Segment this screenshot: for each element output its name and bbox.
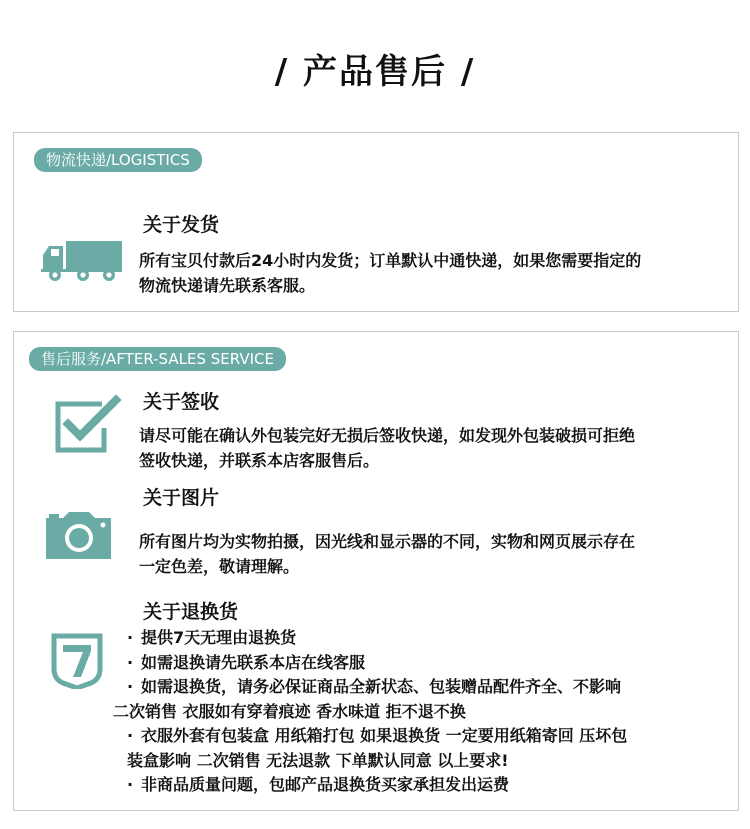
- after-sales-section: [13, 331, 739, 811]
- bullet-dot: ·: [127, 628, 134, 647]
- returns-item-text: 如需退换货，请务必保证商品全新状态、包装赠品配件齐全、不影响: [141, 677, 622, 696]
- returns-item-text-continued: 二次销售 衣服如有穿着痕迹 香水味道 拒不退不换: [113, 701, 466, 721]
- signing-heading: 关于签收: [143, 391, 220, 413]
- returns-list-item: [127, 626, 697, 651]
- returns-list-item: [127, 651, 697, 676]
- truck-icon: [41, 239, 123, 283]
- returns-item-text: 如需退换请先联系本店在线客服: [141, 652, 366, 672]
- shipping-text-line-2: 物流快递请先联系客服。: [139, 276, 316, 295]
- returns-heading: 关于退换货: [143, 601, 239, 623]
- signing-text-line-1: 请尽可能在确认外包装完好无损后签收快递，如发现外包装破损可拒绝: [139, 426, 636, 445]
- returns-item-text: 非商品质量问题，包邮产品退换货买家承担发出运费: [141, 775, 510, 794]
- signing-text: [139, 423, 729, 473]
- shipping-text-line-1: 所有宝贝付款后24小时内发货；订单默认中通快递，如果您需要指定的: [139, 251, 642, 270]
- bullet-dot: ·: [127, 677, 134, 696]
- returns-item-text-continued: 装盒影响 二次销售 无法退款 下单默认同意 以上要求!: [127, 750, 509, 770]
- signing-text-line-2: 签收快递，并联系本店客服售后。: [139, 451, 380, 470]
- pictures-text-line-1: 所有图片均为实物拍摄，因光线和显示器的不同，实物和网页展示存在: [139, 532, 636, 551]
- shipping-heading: 关于发货: [143, 214, 220, 236]
- checkbox-check-icon: [52, 394, 124, 454]
- bullet-dot: ·: [127, 775, 134, 794]
- returns-item-text: 衣服外套有包装盒 用纸箱打包 如果退换货 一定要用纸箱寄回 压坏包: [141, 726, 628, 745]
- bullet-dot: ·: [127, 726, 134, 745]
- bullet-dot: ·: [127, 652, 134, 672]
- after-sales-tag: 售后服务/AFTER-SALES SERVICE: [29, 347, 286, 371]
- logistics-tag: 物流快递/LOGISTICS: [34, 148, 202, 172]
- returns-item-text: 提供7天无理由退换货: [141, 628, 297, 647]
- returns-list: [113, 626, 697, 798]
- returns-list-item: [127, 724, 697, 773]
- page-title: / 产品售后 /: [274, 52, 476, 92]
- seven-day-return-icon: [51, 633, 103, 689]
- camera-icon: [45, 512, 113, 560]
- returns-list-item: [127, 773, 697, 798]
- pictures-text: [139, 529, 729, 579]
- logistics-section: [13, 132, 739, 312]
- shipping-text: [139, 248, 729, 298]
- returns-list-item: [113, 675, 697, 724]
- pictures-heading: 关于图片: [143, 487, 220, 509]
- pictures-text-line-2: 一定色差，敬请理解。: [139, 557, 300, 576]
